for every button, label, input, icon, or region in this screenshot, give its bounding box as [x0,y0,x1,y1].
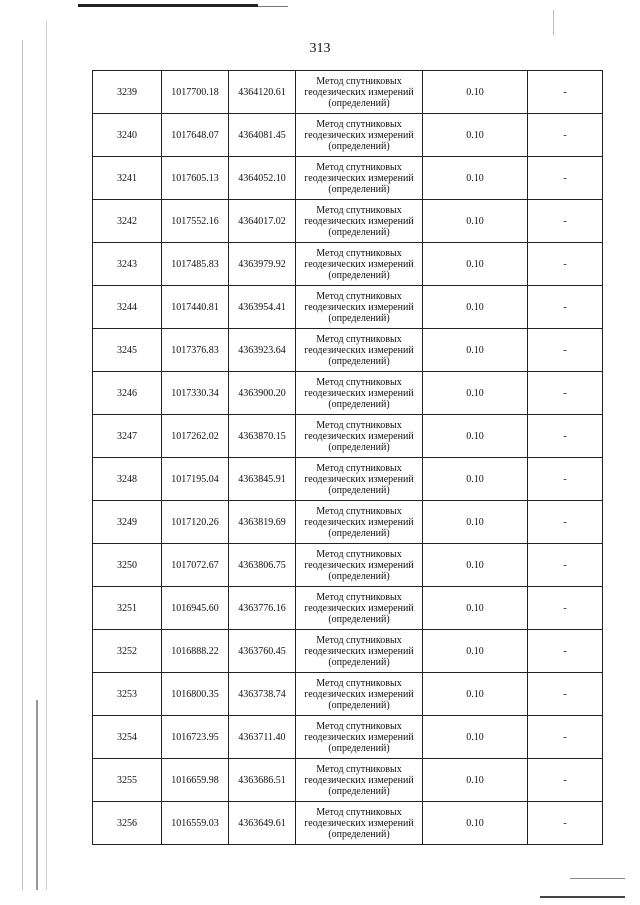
method-line: (определений) [328,183,390,195]
table-row [93,587,603,630]
coordinate-x-cell: 1017700.18 [162,71,229,114]
accuracy-cell: 0.10 [423,544,528,587]
table-row [93,71,603,114]
coordinate-y-cell: 4363979.92 [229,243,296,286]
method-line: геодезических измерений [304,645,414,657]
table-row [93,716,603,759]
table-row [93,458,603,501]
method-line: геодезических измерений [304,473,414,485]
method-line: Метод спутниковых [316,376,402,388]
accuracy-cell: 0.10 [423,716,528,759]
note-cell: - [528,673,603,716]
method-line: (определений) [328,828,390,840]
coordinate-y-cell: 4363954.41 [229,286,296,329]
method-line: (определений) [328,355,390,367]
coordinate-x-cell: 1017552.16 [162,200,229,243]
point-number-cell: 3244 [93,286,162,329]
note-cell: - [528,415,603,458]
coordinate-y-cell: 4363870.15 [229,415,296,458]
method-cell [296,458,423,501]
method-line: (определений) [328,97,390,109]
method-line: Метод спутниковых [316,161,402,173]
method-line: геодезических измерений [304,774,414,786]
method-line: (определений) [328,441,390,453]
table-row [93,802,603,845]
point-number-cell: 3241 [93,157,162,200]
method-line: геодезических измерений [304,215,414,227]
method-line: (определений) [328,785,390,797]
method-cell [296,286,423,329]
method-line: Метод спутниковых [316,118,402,130]
method-cell [296,587,423,630]
method-line: геодезических измерений [304,688,414,700]
method-line: (определений) [328,613,390,625]
accuracy-cell: 0.10 [423,802,528,845]
scan-artifact-left-edge [22,40,23,890]
method-cell [296,759,423,802]
note-cell: - [528,630,603,673]
note-cell: - [528,544,603,587]
method-line: Метод спутниковых [316,204,402,216]
table-row [93,329,603,372]
method-line: (определений) [328,484,390,496]
coordinate-x-cell: 1017648.07 [162,114,229,157]
coordinate-y-cell: 4364052.10 [229,157,296,200]
method-cell [296,630,423,673]
method-line: Метод спутниковых [316,462,402,474]
scan-artifact-left-mark [36,700,38,890]
method-cell [296,157,423,200]
method-line: геодезических измерений [304,172,414,184]
method-line: Метод спутниковых [316,634,402,646]
point-number-cell: 3246 [93,372,162,415]
note-cell: - [528,286,603,329]
accuracy-cell: 0.10 [423,114,528,157]
method-line: геодезических измерений [304,86,414,98]
point-number-cell: 3249 [93,501,162,544]
coordinate-y-cell: 4363760.45 [229,630,296,673]
note-cell: - [528,200,603,243]
method-cell [296,544,423,587]
coordinate-y-cell: 4364017.02 [229,200,296,243]
method-line: Метод спутниковых [316,548,402,560]
point-number-cell: 3256 [93,802,162,845]
method-line: Метод спутниковых [316,247,402,259]
method-cell [296,415,423,458]
table-row [93,759,603,802]
coordinate-x-cell: 1016723.95 [162,716,229,759]
note-cell: - [528,759,603,802]
table-row [93,630,603,673]
scan-artifact-right-mark [553,10,554,35]
coordinate-y-cell: 4363806.75 [229,544,296,587]
table-row [93,372,603,415]
method-line: (определений) [328,398,390,410]
coordinate-x-cell: 1016800.35 [162,673,229,716]
point-number-cell: 3254 [93,716,162,759]
coordinate-y-cell: 4363711.40 [229,716,296,759]
coordinate-x-cell: 1017195.04 [162,458,229,501]
method-line: Метод спутниковых [316,806,402,818]
scan-artifact-top [78,4,258,7]
coordinate-y-cell: 4364081.45 [229,114,296,157]
accuracy-cell: 0.10 [423,501,528,544]
point-number-cell: 3250 [93,544,162,587]
method-line: (определений) [328,226,390,238]
scan-artifact-left-edge-inner [46,20,47,890]
method-line: геодезических измерений [304,817,414,829]
note-cell: - [528,329,603,372]
method-cell [296,802,423,845]
method-line: (определений) [328,699,390,711]
method-line: Метод спутниковых [316,677,402,689]
table-row [93,673,603,716]
table-row [93,286,603,329]
note-cell: - [528,587,603,630]
table-row [93,243,603,286]
coordinate-y-cell: 4363776.16 [229,587,296,630]
coordinate-x-cell: 1017440.81 [162,286,229,329]
point-number-cell: 3253 [93,673,162,716]
method-line: геодезических измерений [304,258,414,270]
coordinate-x-cell: 1016945.60 [162,587,229,630]
coordinate-x-cell: 1016888.22 [162,630,229,673]
method-line: геодезических измерений [304,344,414,356]
method-line: (определений) [328,570,390,582]
point-number-cell: 3251 [93,587,162,630]
method-cell [296,716,423,759]
accuracy-cell: 0.10 [423,71,528,114]
method-line: (определений) [328,656,390,668]
coordinates-table-body [93,71,603,845]
coordinate-x-cell: 1017330.34 [162,372,229,415]
accuracy-cell: 0.10 [423,458,528,501]
accuracy-cell: 0.10 [423,286,528,329]
method-line: геодезических измерений [304,387,414,399]
method-line: (определений) [328,269,390,281]
note-cell: - [528,372,603,415]
method-line: Метод спутниковых [316,505,402,517]
accuracy-cell: 0.10 [423,243,528,286]
method-cell [296,501,423,544]
method-line: (определений) [328,742,390,754]
method-cell [296,114,423,157]
method-cell [296,329,423,372]
coordinate-x-cell: 1017120.26 [162,501,229,544]
coordinate-x-cell: 1017485.83 [162,243,229,286]
table-row [93,415,603,458]
page-number: 313 [309,41,331,56]
method-line: геодезических измерений [304,129,414,141]
method-line: Метод спутниковых [316,290,402,302]
method-line: геодезических измерений [304,516,414,528]
method-line: Метод спутниковых [316,333,402,345]
coordinate-y-cell: 4363738.74 [229,673,296,716]
accuracy-cell: 0.10 [423,587,528,630]
method-cell [296,673,423,716]
table-row [93,501,603,544]
point-number-cell: 3243 [93,243,162,286]
table-row [93,114,603,157]
point-number-cell: 3252 [93,630,162,673]
accuracy-cell: 0.10 [423,329,528,372]
point-number-cell: 3245 [93,329,162,372]
coordinate-x-cell: 1017072.67 [162,544,229,587]
method-line: Метод спутниковых [316,591,402,603]
method-cell [296,71,423,114]
coordinate-x-cell: 1017376.83 [162,329,229,372]
coordinate-y-cell: 4363649.61 [229,802,296,845]
method-line: Метод спутниковых [316,419,402,431]
accuracy-cell: 0.10 [423,200,528,243]
method-line: (определений) [328,140,390,152]
method-cell [296,243,423,286]
method-cell [296,372,423,415]
note-cell: - [528,716,603,759]
coordinate-y-cell: 4364120.61 [229,71,296,114]
point-number-cell: 3248 [93,458,162,501]
method-line: геодезических измерений [304,559,414,571]
note-cell: - [528,71,603,114]
coordinate-y-cell: 4363819.69 [229,501,296,544]
coordinate-x-cell: 1017262.02 [162,415,229,458]
scan-artifact-top-tail [258,6,288,7]
method-line: геодезических измерений [304,430,414,442]
point-number-cell: 3239 [93,71,162,114]
point-number-cell: 3242 [93,200,162,243]
table-row [93,200,603,243]
accuracy-cell: 0.10 [423,759,528,802]
note-cell: - [528,114,603,157]
coordinate-y-cell: 4363845.91 [229,458,296,501]
note-cell: - [528,501,603,544]
method-line: Метод спутниковых [316,75,402,87]
note-cell: - [528,802,603,845]
note-cell: - [528,157,603,200]
coordinates-table [92,70,603,845]
scan-artifact-bottom [540,896,625,898]
coordinate-y-cell: 4363923.64 [229,329,296,372]
note-cell: - [528,458,603,501]
method-line: геодезических измерений [304,731,414,743]
accuracy-cell: 0.10 [423,372,528,415]
method-line: (определений) [328,312,390,324]
table-row [93,544,603,587]
coordinate-x-cell: 1016659.98 [162,759,229,802]
accuracy-cell: 0.10 [423,415,528,458]
coordinate-x-cell: 1017605.13 [162,157,229,200]
method-cell [296,200,423,243]
coordinate-y-cell: 4363900.20 [229,372,296,415]
method-line: геодезических измерений [304,602,414,614]
scan-artifact-bottom-thin [570,878,625,879]
point-number-cell: 3255 [93,759,162,802]
method-line: (определений) [328,527,390,539]
coordinate-x-cell: 1016559.03 [162,802,229,845]
method-line: Метод спутниковых [316,763,402,775]
method-line: Метод спутниковых [316,720,402,732]
point-number-cell: 3247 [93,415,162,458]
accuracy-cell: 0.10 [423,157,528,200]
accuracy-cell: 0.10 [423,673,528,716]
point-number-cell: 3240 [93,114,162,157]
method-line: геодезических измерений [304,301,414,313]
table-row [93,157,603,200]
coordinate-y-cell: 4363686.51 [229,759,296,802]
note-cell: - [528,243,603,286]
accuracy-cell: 0.10 [423,630,528,673]
